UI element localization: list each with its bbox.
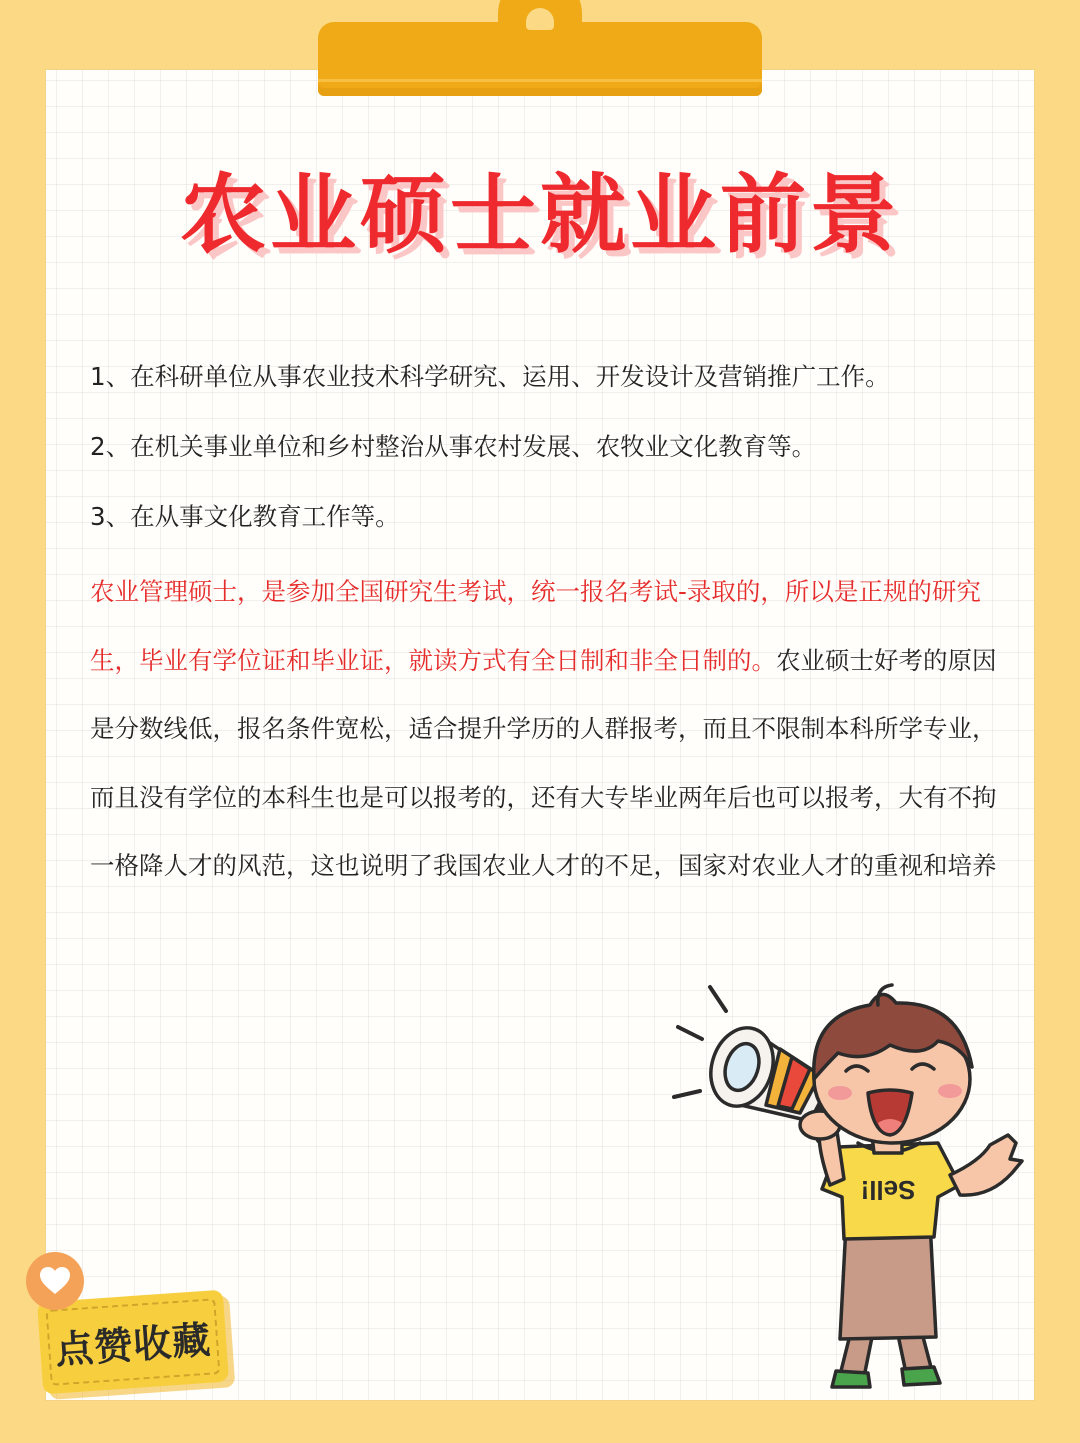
shirt-text: Sell! [860, 1175, 916, 1205]
list-item: 1、在科研单位从事农业技术科学研究、运用、开发设计及营销推广工作。 [90, 362, 890, 391]
body-text: 农业硕士好考的原因是分数线低，报名条件宽松，适合提升学历的人群报考，而且不限制本科所学专业，而且没有学位的本科生也是可以报考的，还有大专毕业两年后也可以报考，大有不拘一格降人才的风范，这也说明了我国农业人才的不足，国家对农业人才的重视和培养 [90, 645, 997, 880]
list-item: 3、在从事文化教育工作等。 [90, 502, 400, 531]
page-title: 农业硕士就业前景 [180, 164, 900, 265]
heart-icon [26, 1252, 84, 1310]
content-body [90, 356, 1010, 909]
list-item: 2、在机关事业单位和乡村整治从事农村发展、农牧业文化教育等。 [90, 432, 817, 461]
highlight-text: 农业管理硕士，是参加全国研究生考试，统一报名考试-录取的，所以是正规的研究生，毕业有学位证和毕业证，就读方式有全日制和非全日制的。 [90, 577, 981, 675]
description-paragraph [90, 558, 1010, 901]
badge-label: 点赞收藏 [53, 1317, 213, 1373]
clipboard-clip [318, 22, 762, 96]
mascot-illustration [660, 975, 1030, 1395]
clipboard-clip-hole [526, 8, 554, 30]
